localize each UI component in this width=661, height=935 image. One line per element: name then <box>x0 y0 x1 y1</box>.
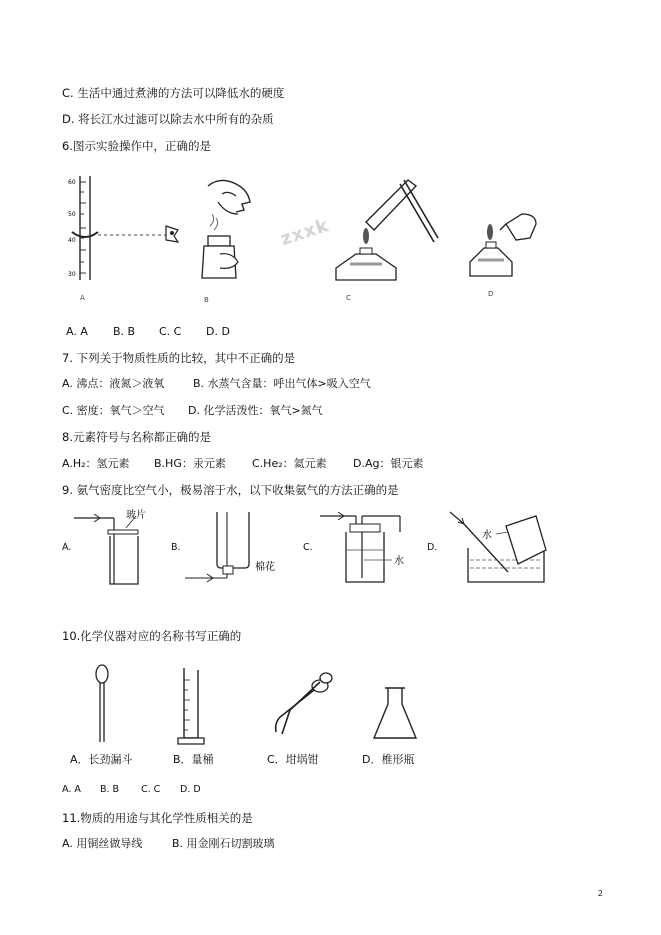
q10-caption-b: B．量桶 <box>173 753 214 766</box>
q6-label-d: D <box>488 290 494 298</box>
q10-caption-d: D．椎形瓶 <box>362 753 415 766</box>
q9-label-water-c: 水 <box>394 556 404 567</box>
q6-figure-a <box>66 170 186 305</box>
q9-label-cotton: 棉花 <box>255 562 275 573</box>
q6-figure-b <box>196 174 276 304</box>
q7-option-b: B. 水蒸气含量：呼出气体>吸入空气 <box>193 377 371 390</box>
q7-stem: 7. 下列关于物质性质的比较，其中不正确的是 <box>62 351 296 365</box>
page-number: 2 <box>597 889 603 898</box>
q9-letter-b: B. <box>171 542 181 553</box>
q6-label-a: A <box>80 294 85 302</box>
q9-figure-b <box>185 508 295 588</box>
q11-option-b: B. 用金刚石切割玻璃 <box>172 837 275 850</box>
q9-letter-c: C. <box>303 542 313 553</box>
q9-label-water-d: 水 <box>482 530 492 541</box>
q10-crucible-tongs <box>268 670 333 742</box>
q9-figure-c <box>320 506 420 586</box>
q11-option-a: A. 用铜丝做导线 <box>62 837 143 850</box>
q6-scale-30: 30 <box>68 271 76 278</box>
q10-answer-c: C. C <box>141 784 161 795</box>
q10-conical-flask <box>370 686 420 744</box>
q6-answer-c: C. C <box>159 325 182 338</box>
q6-answer-d: D. D <box>206 325 230 338</box>
q6-stem: 6.图示实验操作中，正确的是 <box>62 139 211 153</box>
q10-caption-c: C．坩埚钳 <box>267 753 319 766</box>
q6-label-b: B <box>204 296 209 304</box>
q10-answer-a: A. A <box>62 784 81 795</box>
watermark: zxxk <box>277 214 332 251</box>
q6-label-c: C <box>346 294 351 302</box>
q9-figure-d <box>446 508 556 588</box>
q8-option-d: D.Ag：银元素 <box>353 457 424 470</box>
q8-option-b: B.HG：汞元素 <box>154 457 226 470</box>
q10-answer-d: D. D <box>180 784 201 795</box>
q6-answer-a: A. A <box>66 325 88 338</box>
q7-option-d: D. 化学活泼性：氧气>氮气 <box>188 404 323 417</box>
q5-option-c: C. 生活中通过煮沸的方法可以降低水的硬度 <box>62 86 285 100</box>
q10-answer-b: B. B <box>100 784 120 795</box>
q11-stem: 11.物质的用途与其化学性质相关的是 <box>62 811 253 825</box>
q5-option-d: D. 将长江水过滤可以除去水中所有的杂质 <box>62 112 274 126</box>
q9-figure-a <box>74 506 164 591</box>
q7-option-a: A. 沸点：液氮＞液氧 <box>62 377 165 390</box>
q9-stem: 9. 氨气密度比空气小，极易溶于水，以下收集氨气的方法正确的是 <box>62 483 399 497</box>
q6-scale-50: 50 <box>68 211 76 218</box>
q6-scale-60: 60 <box>68 179 76 186</box>
q6-scale-40: 40 <box>68 237 76 244</box>
q7-option-c: C. 密度：氧气＞空气 <box>62 404 165 417</box>
q10-graduated-cylinder <box>176 666 206 748</box>
q6-answer-b: B. B <box>113 325 136 338</box>
q10-long-funnel <box>88 662 118 747</box>
q6-figure-d <box>466 200 546 305</box>
q9-label-glass: 玻片 <box>126 510 146 521</box>
q10-caption-a: A．长劲漏斗 <box>70 753 133 766</box>
q10-stem: 10.化学仪器对应的名称书写正确的 <box>62 629 242 643</box>
q8-option-c: C.He₂：氦元素 <box>252 457 327 470</box>
q9-letter-a: A. <box>62 542 72 553</box>
q8-option-a: A.H₂：氢元素 <box>62 457 130 470</box>
q9-letter-d: D. <box>427 542 438 553</box>
q6-figure-c <box>326 172 446 305</box>
q8-stem: 8.元素符号与名称都正确的是 <box>62 430 211 444</box>
